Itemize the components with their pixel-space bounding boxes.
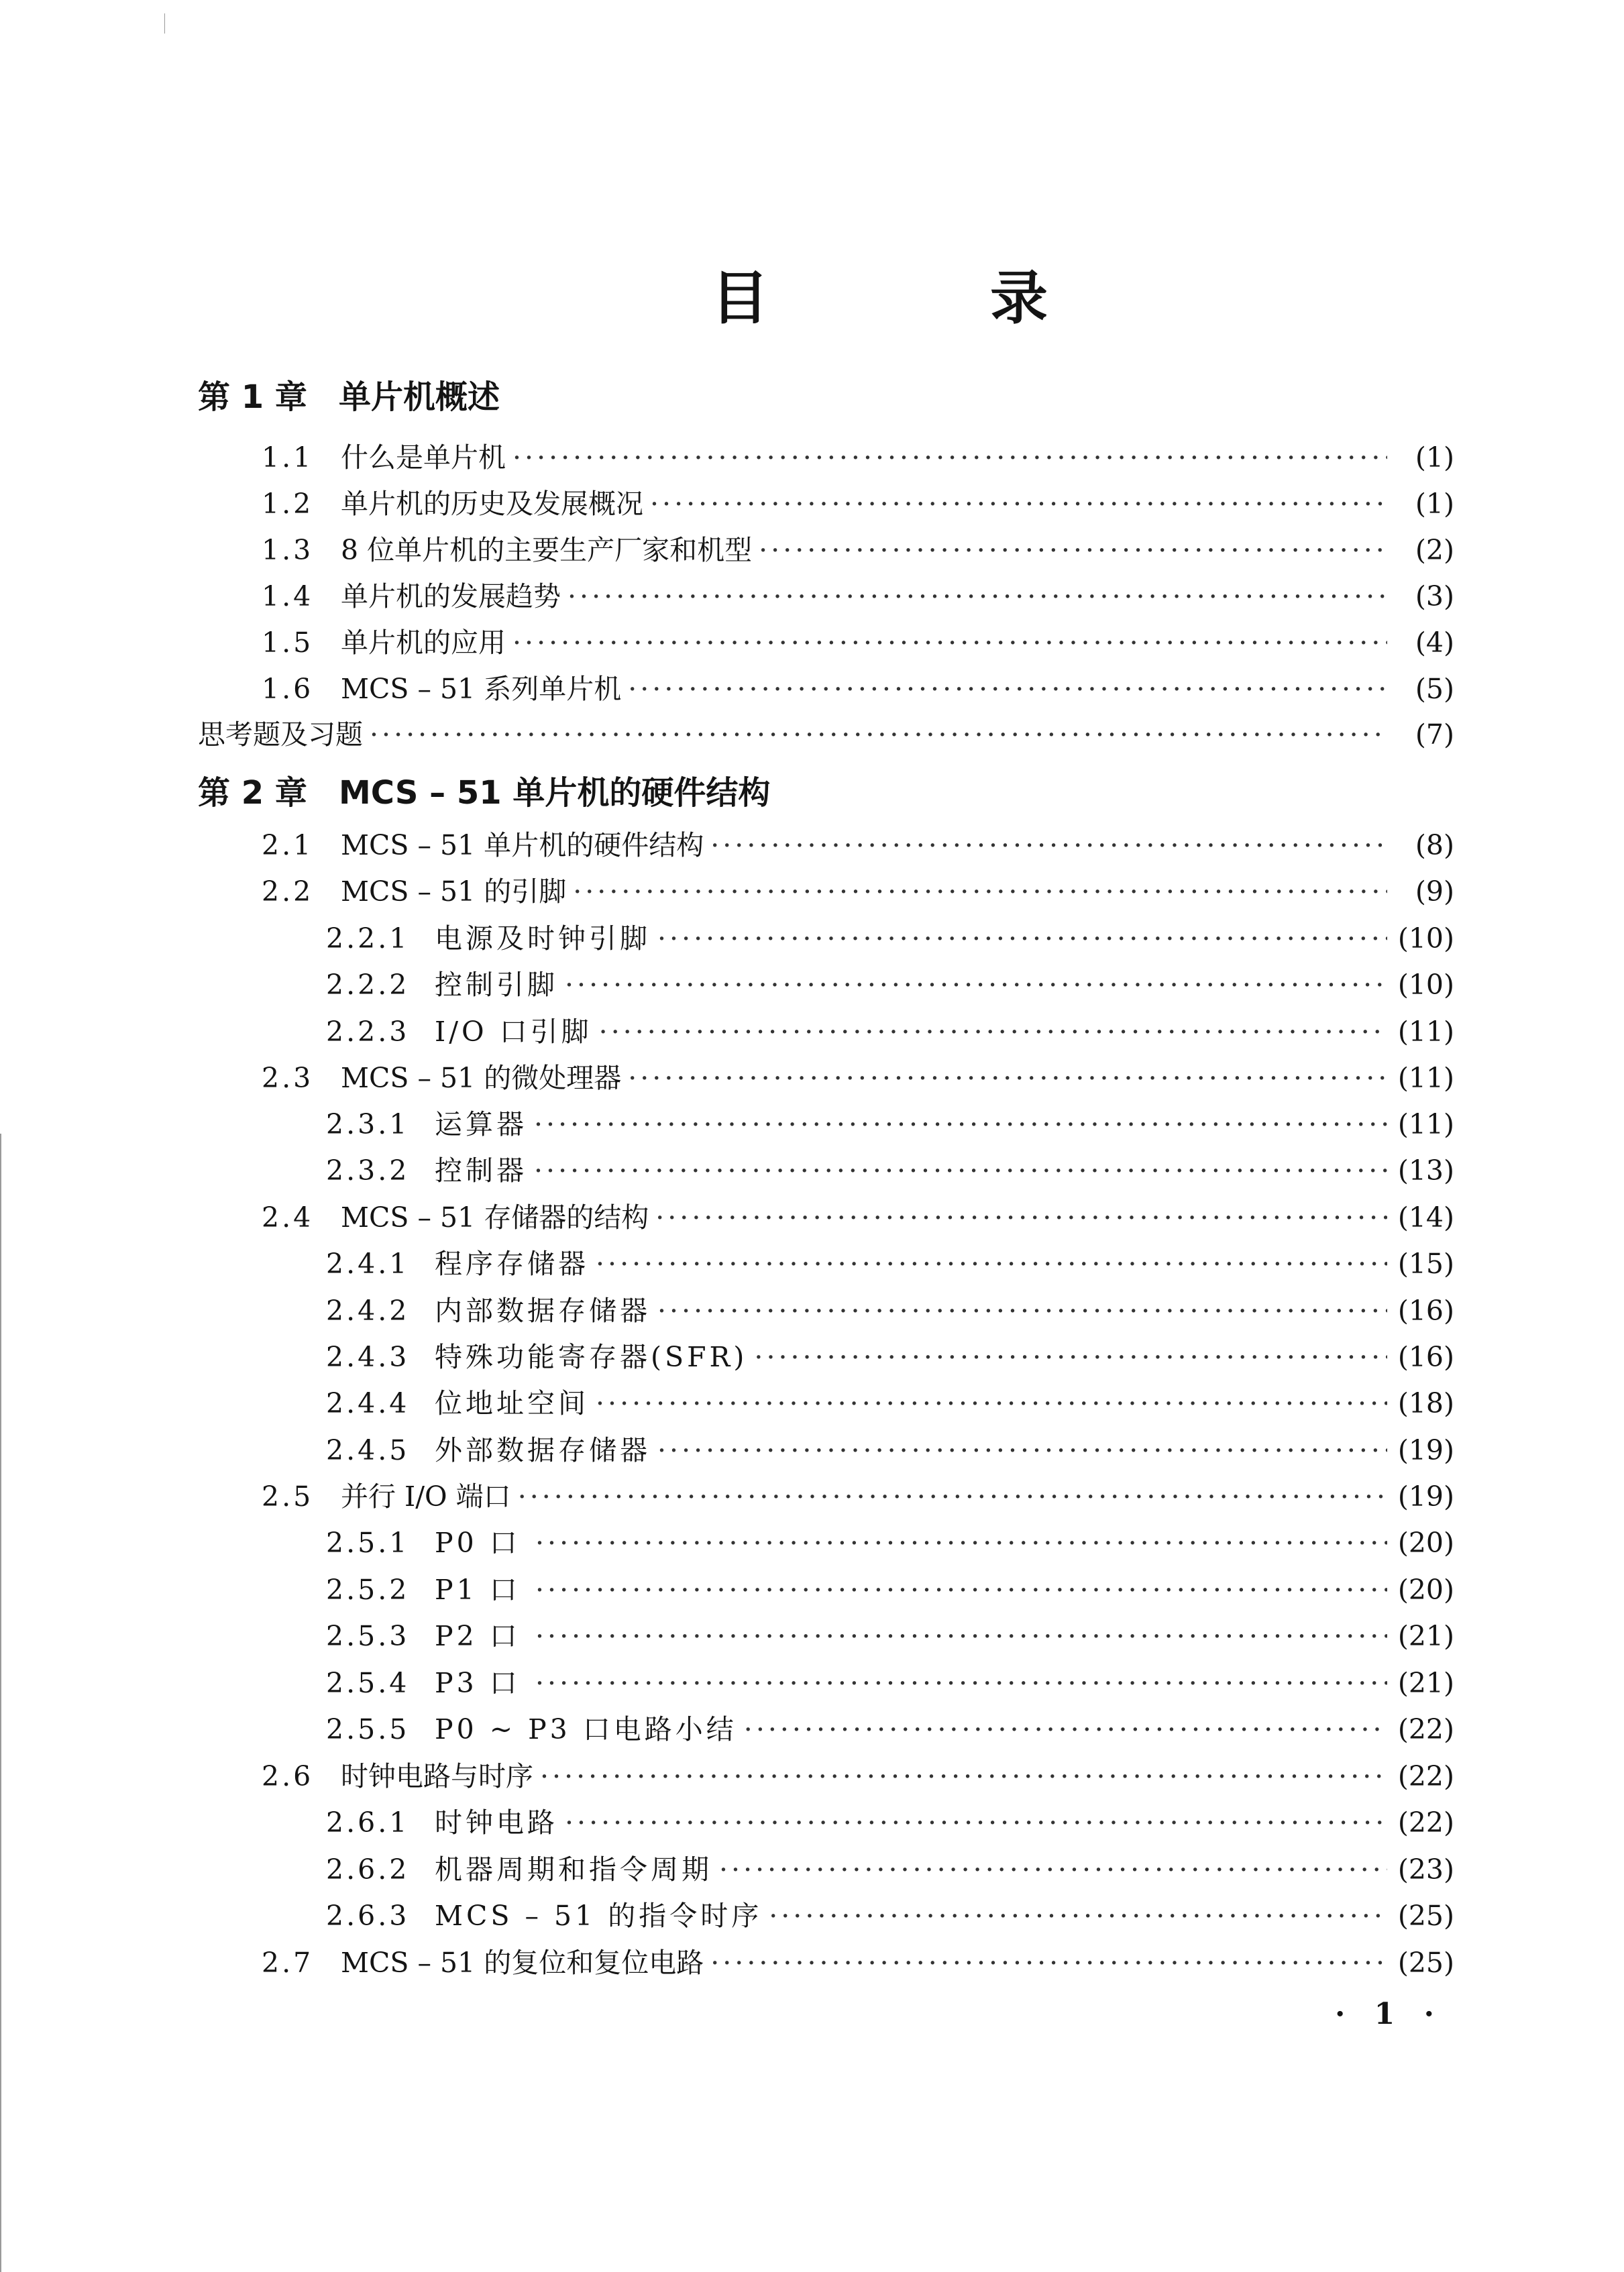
page-number: (2) <box>1415 534 1454 566</box>
section-title: MCS – 51 单片机的硬件结构 <box>341 829 704 861</box>
section-title: 8 位单片机的主要生产厂家和机型 <box>341 534 753 566</box>
section-number: 2.2.3 <box>326 1016 410 1048</box>
toc-entry[interactable] <box>262 439 1454 476</box>
section-number: 2.2.1 <box>326 922 410 955</box>
toc-entry[interactable] <box>326 920 1454 957</box>
dot-leader <box>535 1617 1387 1655</box>
section-title: 控制引脚 <box>435 969 558 1001</box>
page-number: (7) <box>1415 718 1454 751</box>
dot-leader <box>628 1059 1387 1097</box>
page-title: 目 录 <box>711 265 1148 332</box>
page-number: (25) <box>1397 1900 1454 1932</box>
section-title: P1 口 <box>435 1574 521 1606</box>
dot-leader <box>512 439 1387 476</box>
page-number: (25) <box>1397 1947 1454 1979</box>
toc-entry[interactable] <box>326 1804 1454 1841</box>
dot-leader <box>628 670 1387 708</box>
chapter-label: 第 2 章 <box>198 774 307 812</box>
section-title: 单片机的历史及发展概况 <box>341 488 643 520</box>
section-title: MCS – 51 的复位和复位电路 <box>341 1947 704 1979</box>
dot-leader <box>596 1245 1387 1283</box>
section-number: 2.5.2 <box>326 1574 410 1606</box>
toc-entry[interactable] <box>262 578 1454 615</box>
page-number: (20) <box>1397 1527 1454 1559</box>
section-title: P3 口 <box>435 1667 521 1699</box>
toc-entry[interactable] <box>262 1199 1454 1236</box>
dot-leader <box>719 1851 1387 1888</box>
section-number: 2.6.3 <box>326 1900 410 1932</box>
section-title: 机器周期和指令周期 <box>435 1853 712 1886</box>
toc-entry[interactable] <box>262 873 1454 910</box>
section-number: 1.1 <box>262 441 314 474</box>
chapter-heading <box>198 773 770 813</box>
dot-leader <box>540 1757 1387 1795</box>
section-number: 1.5 <box>262 627 314 659</box>
dot-leader <box>535 1664 1387 1702</box>
section-number: 2.7 <box>262 1947 314 1979</box>
section-number: 2.4.4 <box>326 1387 410 1419</box>
toc-entry[interactable] <box>262 1478 1454 1515</box>
page-number: (21) <box>1397 1667 1454 1699</box>
toc-entry[interactable] <box>326 1105 1454 1143</box>
page-number: (22) <box>1397 1713 1454 1745</box>
toc-entry[interactable] <box>262 624 1454 661</box>
section-number: 1.3 <box>262 534 314 566</box>
chapter-heading <box>198 377 500 417</box>
section-number: 2.1 <box>262 829 314 861</box>
section-number: 2.4.3 <box>326 1341 410 1373</box>
toc-entry[interactable] <box>262 1944 1454 1982</box>
section-title: MCS – 51 的指令时序 <box>435 1900 763 1932</box>
dot-leader <box>650 485 1387 523</box>
chapter-label: 第 1 章 <box>198 378 307 416</box>
page-number: (18) <box>1397 1387 1454 1419</box>
toc-entry[interactable] <box>326 1292 1454 1330</box>
dot-leader <box>657 1431 1387 1469</box>
section-number: 2.3 <box>262 1062 314 1094</box>
dot-leader <box>535 1571 1387 1609</box>
dot-leader <box>535 1524 1387 1562</box>
toc-entry[interactable] <box>326 1152 1454 1189</box>
page-number: (5) <box>1415 673 1454 705</box>
page-number: (13) <box>1397 1154 1454 1187</box>
section-number: 1.6 <box>262 673 314 705</box>
page-number: (22) <box>1397 1760 1454 1792</box>
dot-leader <box>573 873 1387 910</box>
toc-entry[interactable] <box>326 1431 1454 1469</box>
toc-entry[interactable] <box>326 1664 1454 1702</box>
section-number: 2.2.2 <box>326 969 410 1001</box>
toc-entry[interactable] <box>326 1385 1454 1422</box>
chapter-title: MCS – 51 单片机的硬件结构 <box>339 774 771 812</box>
dot-leader <box>534 1152 1387 1189</box>
page-number: (14) <box>1397 1201 1454 1234</box>
section-title: 特殊功能寄存器(SFR) <box>435 1341 748 1373</box>
section-title: 电源及时钟引脚 <box>435 922 651 955</box>
scan-edge-mark-left <box>0 1134 1 2272</box>
page-number: (15) <box>1397 1248 1454 1280</box>
section-title: MCS – 51 存储器的结构 <box>341 1201 649 1234</box>
page-number: (20) <box>1397 1574 1454 1606</box>
section-title: MCS – 51 的引脚 <box>341 875 567 908</box>
page-number: (11) <box>1397 1016 1454 1048</box>
section-title: 内部数据存储器 <box>435 1295 651 1327</box>
toc-entry[interactable] <box>262 531 1454 569</box>
page-folio: · 1 · <box>1335 1997 1444 2031</box>
toc-entry[interactable] <box>326 1897 1454 1935</box>
section-title: 什么是单片机 <box>341 441 506 474</box>
dot-leader <box>596 1385 1387 1422</box>
section-number: 2.3.1 <box>326 1108 410 1140</box>
page-number: (19) <box>1397 1434 1454 1466</box>
page-number: (11) <box>1397 1108 1454 1140</box>
toc-entry[interactable] <box>262 826 1454 864</box>
page-number: (16) <box>1397 1295 1454 1327</box>
page-number: (19) <box>1397 1480 1454 1513</box>
dot-leader <box>744 1711 1387 1748</box>
chapter-title: 单片机概述 <box>339 378 500 416</box>
toc-entry[interactable] <box>326 1711 1454 1748</box>
dot-leader <box>710 826 1387 864</box>
dot-leader <box>599 1013 1387 1050</box>
section-title: 时钟电路 <box>435 1806 558 1839</box>
page-number: (1) <box>1415 488 1454 520</box>
toc-entry[interactable] <box>262 1059 1454 1097</box>
toc-entry[interactable] <box>198 716 1454 753</box>
section-title: 运算器 <box>435 1108 527 1140</box>
section-title: 位地址空间 <box>435 1387 589 1419</box>
dot-leader <box>759 531 1387 569</box>
toc-entry[interactable] <box>326 1013 1454 1050</box>
toc-entry[interactable] <box>262 670 1454 708</box>
section-title: P0 ~ P3 口电路小结 <box>435 1713 737 1745</box>
section-number: 2.5 <box>262 1480 314 1513</box>
toc-entry[interactable] <box>326 1245 1454 1283</box>
dot-leader <box>370 716 1387 753</box>
section-title: 程序存储器 <box>435 1248 589 1280</box>
section-number: 2.3.2 <box>326 1154 410 1187</box>
toc-entry[interactable] <box>326 1851 1454 1888</box>
section-number: 2.6 <box>262 1760 314 1792</box>
page-number: (10) <box>1397 922 1454 955</box>
section-number: 2.2 <box>262 875 314 908</box>
page-number: (4) <box>1415 627 1454 659</box>
section-title: 并行 I/O 端口 <box>341 1480 511 1513</box>
dot-leader <box>512 624 1387 661</box>
dot-leader <box>534 1105 1387 1143</box>
page-number: (3) <box>1415 580 1454 612</box>
section-title: 单片机的发展趋势 <box>341 580 561 612</box>
toc-entry[interactable] <box>326 1571 1454 1609</box>
dot-leader <box>657 920 1387 957</box>
page-number: (9) <box>1415 875 1454 908</box>
section-title: 外部数据存储器 <box>435 1434 651 1466</box>
section-title: 控制器 <box>435 1154 527 1187</box>
section-number: 2.4 <box>262 1201 314 1234</box>
page-number: (21) <box>1397 1620 1454 1652</box>
dot-leader <box>769 1897 1387 1935</box>
section-title: I/O 口引脚 <box>435 1016 592 1048</box>
page-number: (23) <box>1397 1853 1454 1886</box>
section-number: 2.6.2 <box>326 1853 410 1886</box>
page-number: (8) <box>1415 829 1454 861</box>
dot-leader <box>754 1338 1387 1376</box>
section-number: 2.4.1 <box>326 1248 410 1280</box>
dot-leader <box>710 1944 1387 1982</box>
section-number: 2.4.5 <box>326 1434 410 1466</box>
dot-leader <box>565 1804 1387 1841</box>
section-title: P0 口 <box>435 1527 521 1559</box>
toc-entry[interactable] <box>262 485 1454 523</box>
section-number: 2.6.1 <box>326 1806 410 1839</box>
toc-entry[interactable] <box>262 1757 1454 1795</box>
dot-leader <box>655 1199 1387 1236</box>
section-title: P2 口 <box>435 1620 521 1652</box>
section-title: MCS – 51 的微处理器 <box>341 1062 622 1094</box>
page-number: (1) <box>1415 441 1454 474</box>
section-number: 1.2 <box>262 488 314 520</box>
section-number: 2.5.1 <box>326 1527 410 1559</box>
dot-leader <box>565 966 1387 1004</box>
dot-leader <box>518 1478 1387 1515</box>
page-number: (10) <box>1397 969 1454 1001</box>
dot-leader <box>657 1292 1387 1330</box>
section-title: 单片机的应用 <box>341 627 506 659</box>
page-number: (11) <box>1397 1062 1454 1094</box>
section-number: 2.5.5 <box>326 1713 410 1745</box>
toc-entry[interactable] <box>326 966 1454 1004</box>
section-title: 时钟电路与时序 <box>341 1760 533 1792</box>
page-number: (22) <box>1397 1806 1454 1839</box>
toc-entry[interactable] <box>326 1617 1454 1655</box>
toc-entry[interactable] <box>326 1338 1454 1376</box>
section-title: 思考题及习题 <box>198 718 363 751</box>
section-number: 1.4 <box>262 580 314 612</box>
section-title: MCS – 51 系列单片机 <box>341 673 622 705</box>
section-number: 2.4.2 <box>326 1295 410 1327</box>
dot-leader <box>567 578 1387 615</box>
section-number: 2.5.3 <box>326 1620 410 1652</box>
toc-entry[interactable] <box>326 1524 1454 1562</box>
page-number: (16) <box>1397 1341 1454 1373</box>
section-number: 2.5.4 <box>326 1667 410 1699</box>
scan-edge-mark-top <box>164 13 165 34</box>
